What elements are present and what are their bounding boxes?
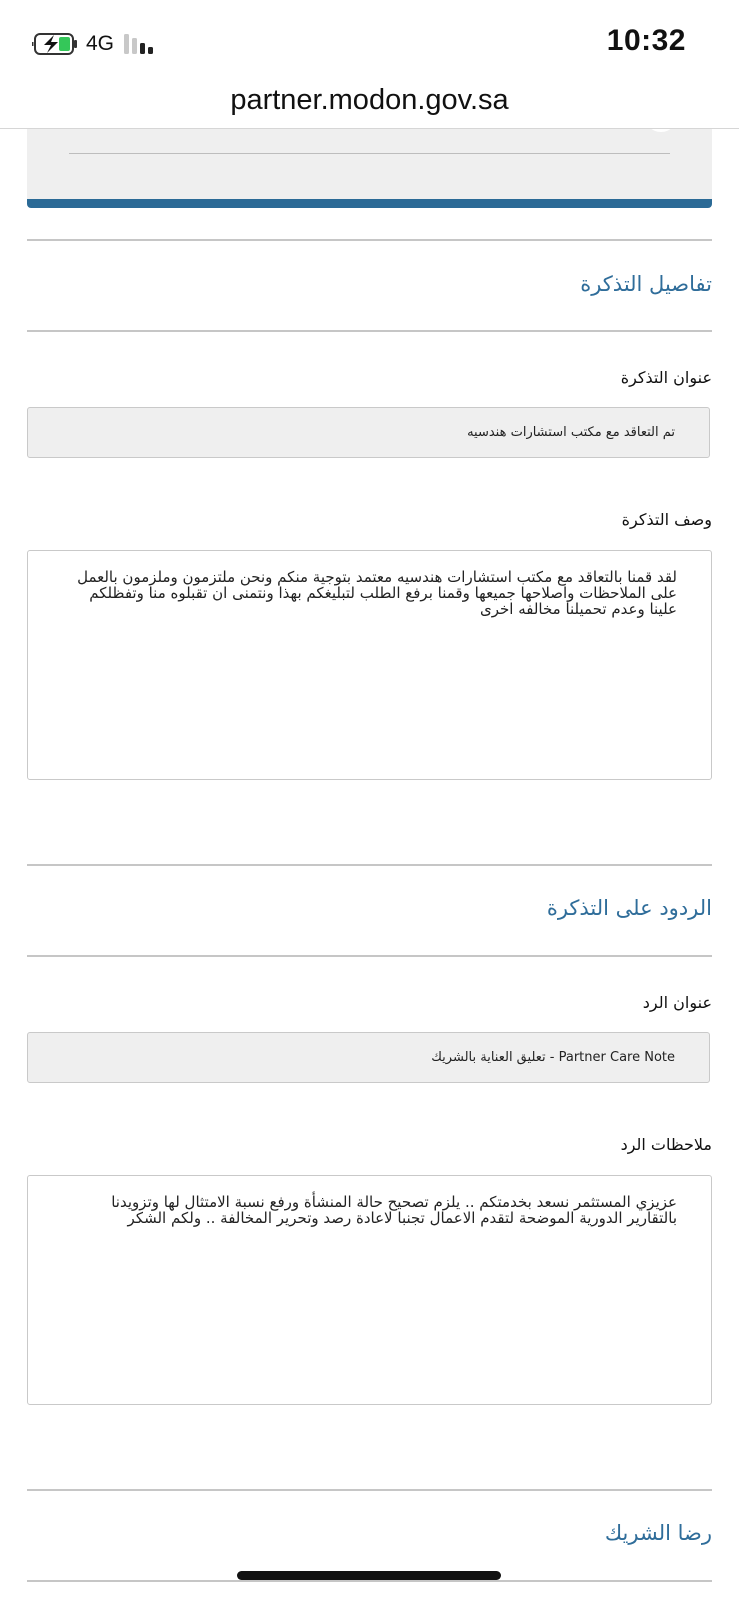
status-bar <box>0 0 739 82</box>
ticket-replies-title: الردود على التذكرة <box>546 896 712 920</box>
section-divider <box>27 1580 712 1582</box>
network-type: 4G <box>86 32 115 55</box>
signal-strength-icon <box>124 34 158 56</box>
partner-satisfaction-title: رضا الشريك <box>604 1521 712 1545</box>
panel-divider <box>69 153 670 154</box>
reply-title-field[interactable]: Partner Care Note - تعليق العناية بالشريك <box>27 1032 710 1083</box>
reply-notes-field[interactable]: عزيزي المستثمر نسعد بخدمتكم .. يلزم تصحيح حالة المنشأة ورفع نسبة الامتثال لها وتزويدنا بالتقارير الدورية الموضحة لتقدم الاعمال تجنبا لاعادة رصد وتحرير المخالفة .. ولكم الشكر <box>27 1175 712 1405</box>
section-divider <box>27 239 712 241</box>
ticket-description-field[interactable]: لقد قمنا بالتعاقد مع مكتب استشارات هندسيه معتمد بتوجية منكم ونحن ملتزمون وملزمون بالعمل على الملاحظات واصلاحها جميعها وقمنا برفع الطلب لتبليغكم بهذا ونتمنى ان تقبلوه منا وتفظلكم علينا وعدم تحميلنا مخالفه اخرى <box>27 550 712 780</box>
ticket-details-title: تفاصيل التذكرة <box>580 272 712 296</box>
home-indicator[interactable] <box>237 1571 501 1580</box>
section-divider <box>27 955 712 957</box>
ticket-title-label: عنوان التذكرة <box>620 368 712 387</box>
previous-section-panel <box>27 128 712 208</box>
ticket-title-field[interactable]: تم التعاقد مع مكتب استشارات هندسيه <box>27 407 710 458</box>
section-divider <box>27 1489 712 1491</box>
clock: 10:32 <box>606 24 686 57</box>
section-divider <box>27 330 712 332</box>
reply-title-label: عنوان الرد <box>642 993 712 1012</box>
section-divider <box>27 864 712 866</box>
battery-charging-icon <box>32 33 78 55</box>
reply-notes-label: ملاحظات الرد <box>620 1135 712 1154</box>
ticket-description-label: وصف التذكرة <box>621 510 712 529</box>
address-bar[interactable]: partner.modon.gov.sa <box>0 78 739 129</box>
